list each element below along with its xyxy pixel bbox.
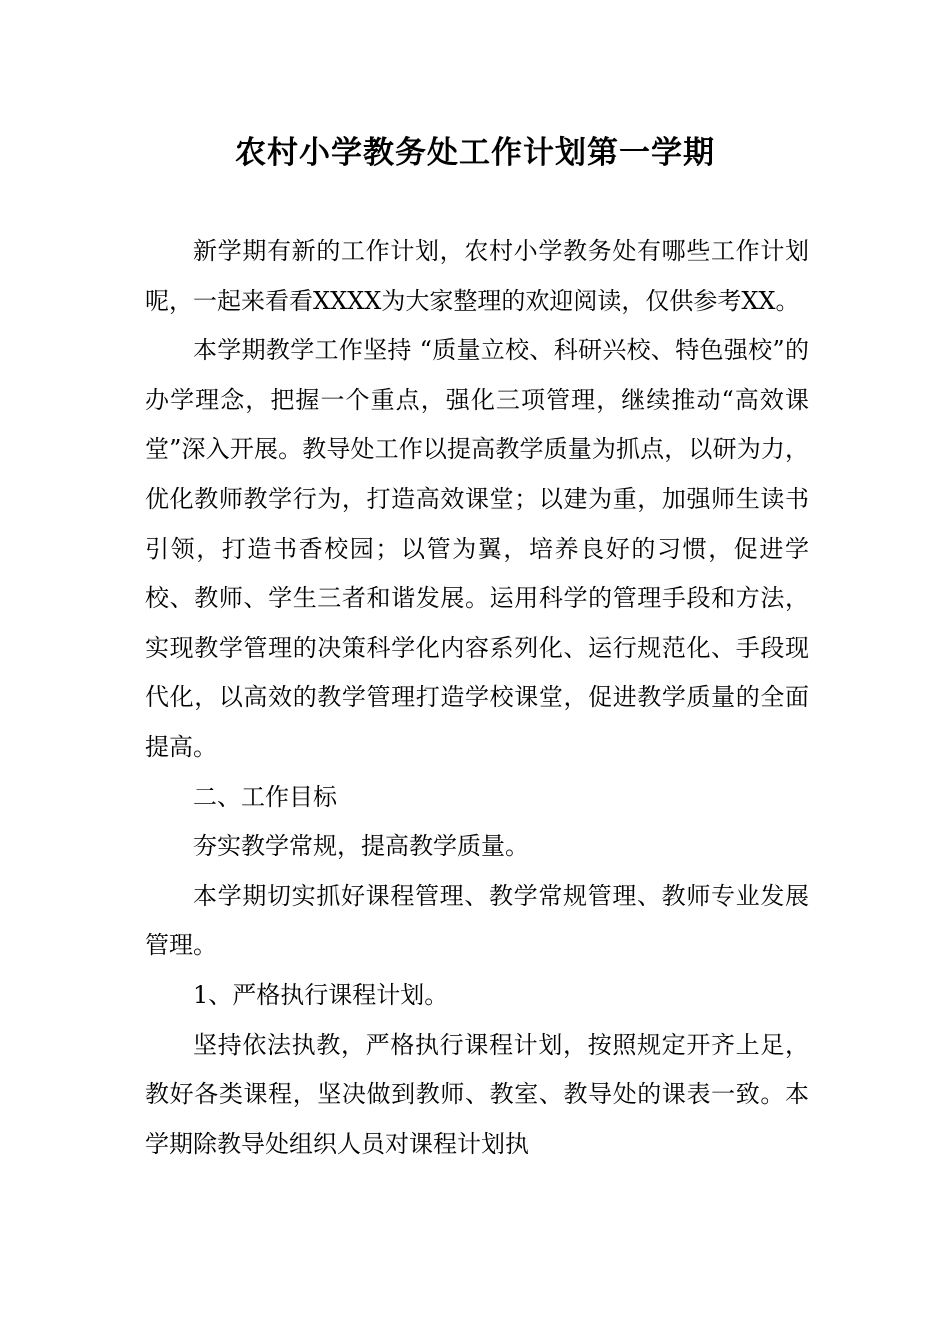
paragraph-curriculum: 坚持依法执教，严格执行课程计划，按照规定开齐上足，教好各类课程，坚决做到教师、教室、教导处的课表一致。本学期除教导处组织人员对课程计划执 (145, 1030, 809, 1158)
paragraph-goal-summary: 夯实教学常规，提高教学质量。 (193, 832, 529, 861)
section-heading-goals: 二、工作目标 (193, 782, 337, 811)
page-title: 农村小学教务处工作计划第一学期 (235, 135, 715, 171)
paragraph-intro: 新学期有新的工作计划，农村小学教务处有哪些工作计划呢，一起来看看XXXX为大家整理的欢迎阅读，仅供参考XX。 (145, 237, 809, 315)
subheading-curriculum: 1、严格执行课程计划。 (193, 980, 449, 1009)
paragraph-management: 本学期切实抓好课程管理、教学常规管理、教师专业发展管理。 (145, 881, 809, 960)
paragraph-philosophy: 本学期教学工作坚持 “质量立校、科研兴校、特色强校”的办学理念，把握一个重点，强化三项管理，继续推动“高效课堂”深入开展。教导处工作以提高教学质量为抓点，以研为力，优化教师教学行为，打造高效课堂；以建为重，加强师生读书引领，打造书香校园；以管为翼，培养良好的习惯，促进学校、教师、学生三者和谐发展。运用科学的管理手段和方法，实现教学管理的决策科学化内容系列化、运行规范化、手段现代化，以高效的教学管理打造学校课堂，促进教学质量的全面提高。 (145, 336, 809, 761)
document-body (145, 227, 809, 1169)
